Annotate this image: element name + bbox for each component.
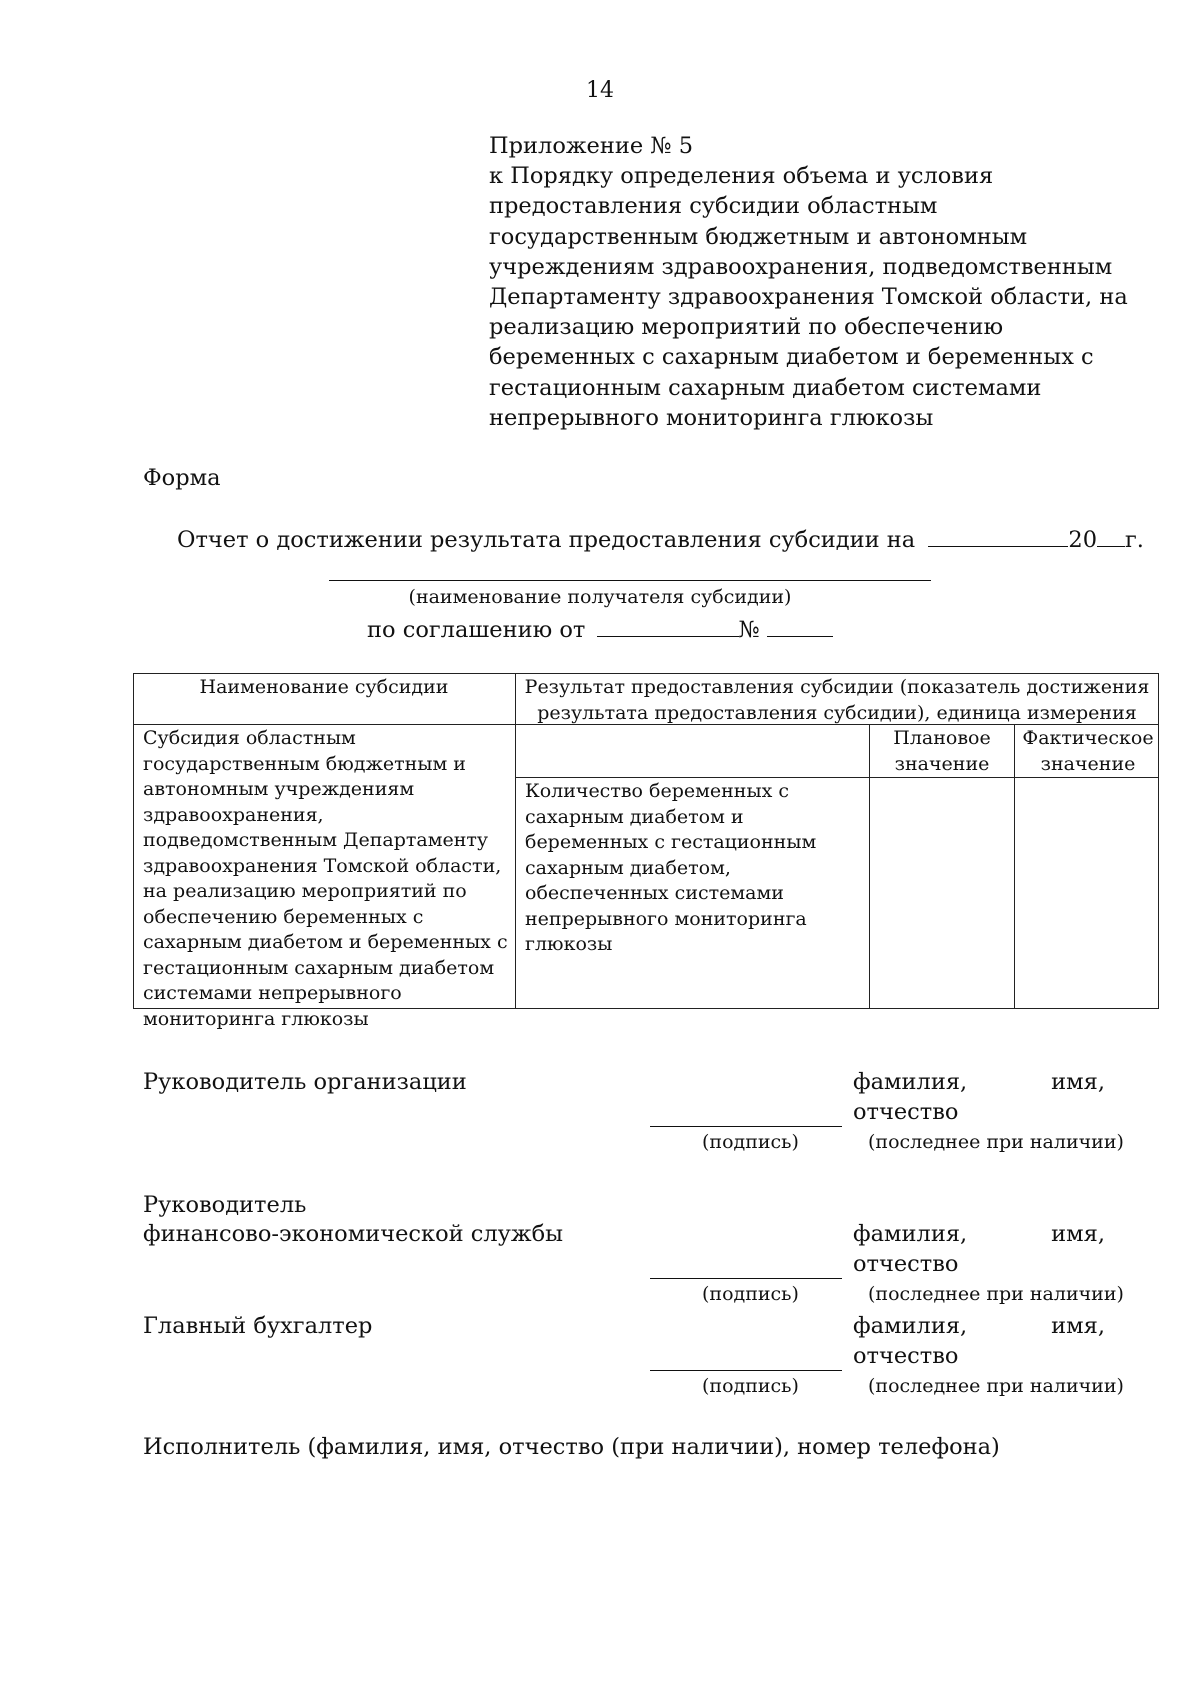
annex-line: реализацию мероприятий по обеспечению <box>489 314 1004 341</box>
head-of-finance-label-1: Руководитель <box>143 1192 307 1218</box>
header-subsidy-name: Наименование субсидии <box>199 676 449 698</box>
planned-value-header: Плановое значение <box>893 727 991 775</box>
subsidy-name-cell: Субсидия областным государственным бюджетным и автономным учреждениям здравоохранения, подведомственным Департаменту здравоохранения Томской области, на реализацию мероприятий по обеспечению беременных с сахарным диабетом и беременных с гестационным сахарным диабетом системами непрерывного мониторинга глюкозы <box>143 727 508 1030</box>
annex-header <box>489 131 1129 433</box>
report-table <box>133 673 1159 1030</box>
annex-line: непрерывного мониторинга глюкозы <box>489 404 934 431</box>
fio-patronymic: отчество <box>853 1251 959 1277</box>
fio-surname: фамилия, <box>853 1221 968 1247</box>
fio-name: имя, <box>1051 1069 1105 1095</box>
agreement-number-blank <box>767 614 833 637</box>
fio-row <box>853 1221 1105 1247</box>
number-sign: № <box>738 617 760 643</box>
report-date-blank <box>928 524 1068 547</box>
report-year-suffix: г. <box>1125 527 1144 553</box>
annex-line: предоставления субсидии областным <box>489 193 938 220</box>
signature-caption: (подпись) <box>702 1375 799 1397</box>
agreement-prefix: по соглашению от <box>367 617 586 643</box>
signature-line <box>650 1370 842 1371</box>
annex-line: к Порядку определения объема и условия <box>489 163 994 190</box>
fio-name: имя, <box>1051 1221 1105 1247</box>
annex-title: Приложение № 5 <box>489 133 694 159</box>
fio-patronymic: отчество <box>853 1099 959 1125</box>
report-title: Отчет о достижении результата предоставления субсидии на <box>177 527 916 553</box>
header-result: Результат предоставления субсидии (показатель достижения результата предоставления субсидии), единица измерения <box>524 676 1150 724</box>
last-if-any-caption: (последнее при наличии) <box>868 1131 1124 1153</box>
signature-line <box>650 1278 842 1279</box>
actual-value-header: Фактическое значение <box>1022 727 1154 775</box>
annex-line: гестационным сахарным диабетом системами <box>489 374 1042 401</box>
executor-line: Исполнитель (фамилия, имя, отчество (при наличии), номер телефона) <box>143 1434 1000 1460</box>
agreement-date-blank <box>597 614 739 637</box>
fio-name: имя, <box>1051 1313 1105 1339</box>
agreement-line <box>0 614 1200 643</box>
page-number: 14 <box>586 78 614 103</box>
annex-line: Департаменту здравоохранения Томской области, на <box>489 284 1128 311</box>
fio-surname: фамилия, <box>853 1313 968 1339</box>
signature-line <box>650 1126 842 1127</box>
head-of-org-label: Руководитель организации <box>143 1069 467 1095</box>
form-label: Форма <box>143 465 221 491</box>
fio-row <box>853 1313 1105 1339</box>
report-year-blank <box>1097 524 1125 547</box>
annex-line: учреждениям здравоохранения, подведомственным <box>489 253 1113 280</box>
planned-value-cell <box>870 778 1014 1008</box>
recipient-caption: (наименование получателя субсидии) <box>408 586 792 608</box>
report-title-line <box>177 524 1144 553</box>
chief-accountant-label: Главный бухгалтер <box>143 1313 373 1339</box>
fio-row <box>853 1069 1105 1095</box>
last-if-any-caption: (последнее при наличии) <box>868 1283 1124 1305</box>
head-of-finance-label-2: финансово-экономической службы <box>143 1221 564 1247</box>
signature-caption: (подпись) <box>702 1131 799 1153</box>
annex-line: государственным бюджетным и автономным <box>489 223 1028 250</box>
annex-line: беременных с сахарным диабетом и беременных с <box>489 344 1094 371</box>
last-if-any-caption: (последнее при наличии) <box>868 1375 1124 1397</box>
fio-surname: фамилия, <box>853 1069 968 1095</box>
fio-patronymic: отчество <box>853 1343 959 1369</box>
signature-caption: (подпись) <box>702 1283 799 1305</box>
report-year-prefix: 20 <box>1068 527 1098 553</box>
indicator-cell: Количество беременных с сахарным диабетом и беременных с гестационным сахарным диабетом, обеспеченных системами непрерывного мониторинга глюкозы <box>525 780 817 955</box>
actual-value-cell <box>1015 778 1158 1008</box>
recipient-name-blank <box>329 580 931 581</box>
